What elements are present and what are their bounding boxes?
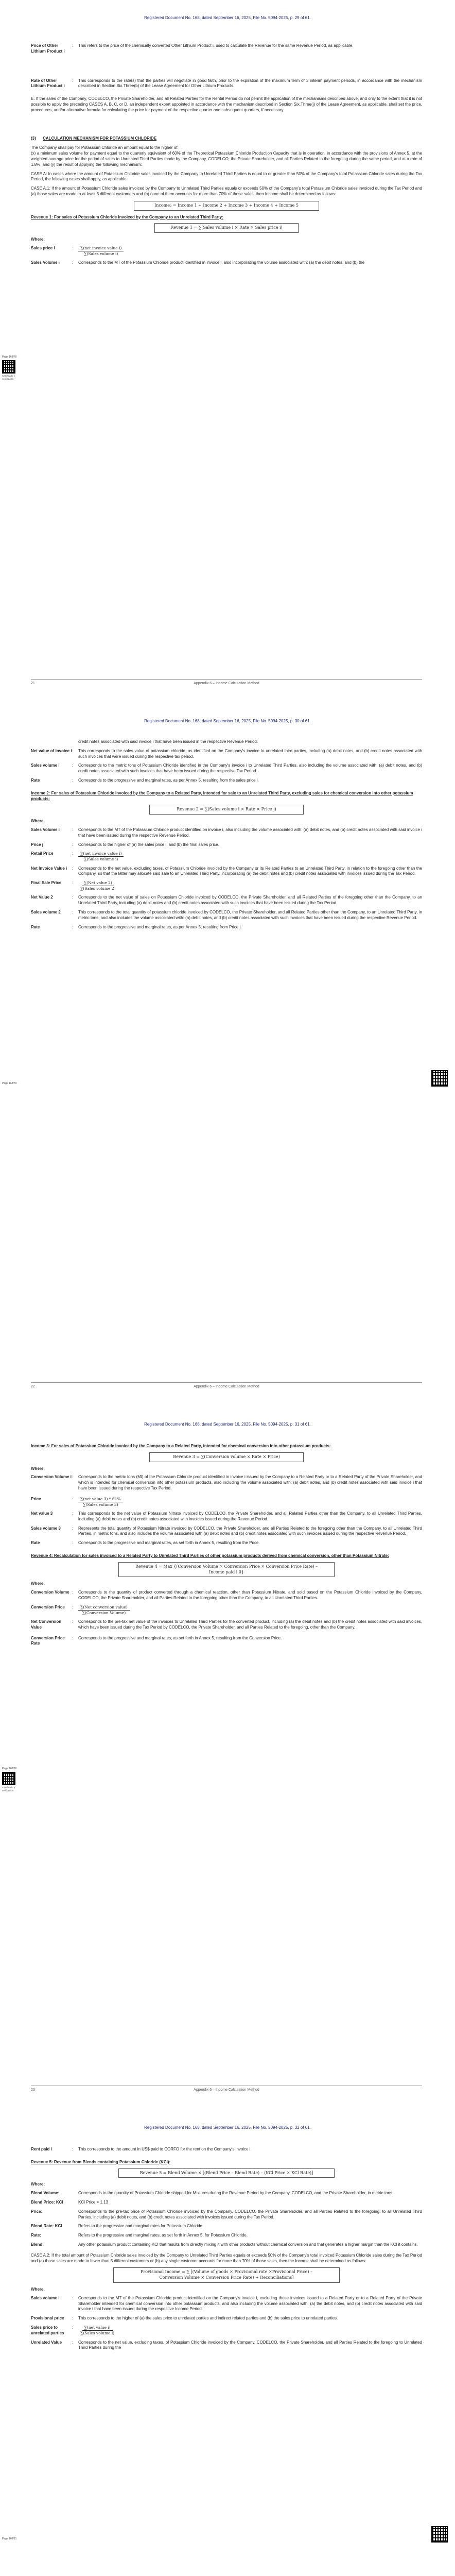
where-label: Where,	[31, 819, 45, 824]
definition-row	[31, 2233, 422, 2239]
where-label: Where:	[31, 2182, 45, 2187]
definition-text: Corresponds to the quantity of Potassium Chloride shipped for Mixtures during the Revenue Period by the Company, CODELCO, and the Private Shareholder, in metric tons.	[78, 2191, 394, 2196]
definition-row: Sales volume i : Corresponds to the MT of the Potassium Chloride product identified on the Company's invoice i, excluding those invoices issued to a Related Party or to a Related Party of the Private Shareholder intended for chemical conversion into other potassium products, and also including the volume associated with: (a) the debit notes, and (b) credit notes associated with said invoice i that have been issued during the respective Income Period.	[31, 2295, 422, 2312]
definition-row: Conversion Volume : Corresponds to the quantity of product converted through a chemical reaction, other than Potassium Nitrate, and sold based on the Potassium Chloride invoiced by the Company, CODELCO, the Private Shareholder, and all Parties Related to the foregoing other than the Company, to all Unrelated Third Parties.	[31, 1590, 422, 1600]
definition-label: Sales price i	[31, 245, 55, 250]
definition-row: Unrelated Value : Corresponds to the net value, excluding taxes, of Potassium Chloride invoiced by the Company, CODELCO, the Private Shareholder, and all Parties Related to the foregoing to Unrelated Third Parties during the	[31, 2340, 422, 2350]
fraction-numerator: ∑(net invoice value i)	[78, 851, 124, 857]
definition-row: Conversion Price Rate : Corresponds to the progressive and marginal rates, as set forth in Annex 5, resulting from the Conversion Price.	[31, 1636, 422, 1647]
revenue-5-title: Revenue 5: Revenue from Blends containing Potassium Chloride (KCl):	[31, 2159, 171, 2164]
definition-row: Sales price i : $\frac{\text{∑(net invoice value i)}}{\text{∑(Sales volume i)}}$	[31, 246, 422, 257]
revenue-4-title: Revenue 4: Recalculation for sales invoiced to a Related Party to Unrelated Third Parties of other potassium products derived from chemical conversion, other than Potassium Nitrate:	[31, 1553, 389, 1558]
definition-label: Final Sale Price	[31, 880, 62, 886]
footer-text: Appendix 6 – Income Calculation Method	[194, 681, 259, 685]
definition-label: Net Value 2	[31, 895, 53, 900]
fraction	[78, 1605, 130, 1616]
definition-row: Sales volume i : Corresponds to the metric tons of Potassium Chloride identified in the Company's invoice i to Unrelated Third Parties, also including the volume associated with: (a) debit notes, and (b) credit notes associated with such invoices that have been issued during the respective Tax Period.	[31, 763, 422, 774]
definition-text: Corresponds to the MT of the Potassium Chloride product identified on the Company's invoice i, excluding those invoices issued to a Related Party or to a Related Party of the Private Shareholder intended for chemical conversion into other potassium products, and also including the volume associated with: (a) the debit notes, and (b) credit notes associated with said invoice i that have been issued during the respective Income Period.	[78, 2295, 422, 2312]
definition-text: Corresponds to the higher of (a) the sales price i, and (b) the final sales price.	[78, 842, 219, 847]
definition-row: Net Conversion Value : Corresponds to the pre-tax net value of the invoices to Unrelated Third Parties for the converted product, including (a) the debit notes and (b) the credit notes associated with said invoices, which have been issued during the Tax Period by CODELCO, the Private Shareholder, and all Parties Related to the foregoing, other than the Company.	[31, 1619, 422, 1630]
revenue-1-formula: Revenue 1 = ∑(Sales volume i × Rate × Sales price i)	[154, 223, 299, 233]
definition-row	[31, 2242, 422, 2248]
definition-text: Corresponds to the net value of sales on Potassium Chloride invoiced by CODELCO, the Private Shareholder, and all Related Parties of the foregoing other than the Company, to an Unrelated Third Party, including (a) debit notes and (b) credit notes associated with such invoices that have been issued during the Tax Period.	[78, 895, 422, 906]
case-e-paragraph: E. If the sales of the Company, CODELCO, the Private Shareholder, and all Related Parties for the Rental Period do not permit the application of the mechanisms described above, and only to the extent that it is not possible to apply the preceding CASES A, B, C, or D, an independent expert appointed in accordance with the mechanism described in Section Six.Three(j) of the Lease Agreement, as applicable, shall set the price, procedures, and/or alternative formula for calculating the price for payment of the respective quarter and subsequent quarters, if necessary.	[31, 96, 422, 112]
document-page	[0, 1406, 455, 2110]
page-content	[31, 2147, 422, 2354]
document-page	[0, 2110, 455, 2576]
side-page-label: Page 168/78	[2, 355, 17, 359]
definition-label: Price of Other Lithium Product i	[31, 43, 65, 54]
page-content	[31, 739, 422, 934]
case-a-paragraph: CASE A: In cases where the amount of Potassium Chloride sales invoiced by the Company to Unrelated Third Parties is equal to or greater than 50% of the Company's total Potassium Chloride sales during the Tax Period, the following cases shall apply, as applicable:	[31, 171, 422, 182]
definition-row: Sales volume 3 : Represents the total quantity of Potassium Nitrate invoiced by CODELCO, the Private Shareholder, and all Parties Related to the foregoing other than the Company, to all Unrelated Third Parties, in metric tons, and also includes the volume associated with (a) debit notes and (b) credit notes associated with such invoices issued during the respective Revenue Period.	[31, 1526, 422, 1536]
definition-label: Rent paid i	[31, 2147, 52, 2151]
definition-row: Rate : Corresponds to the progressive and marginal rates, as set forth in Annex 5, resulting from the Price.	[31, 1540, 422, 1546]
definition-label: Rate	[31, 924, 40, 929]
side-page-label: Page 168/79	[2, 1082, 17, 1085]
income-formula: Income₂ = Income 1 + Income 2 + Income 3 + Income 4 + Income 5	[134, 201, 319, 211]
definition-row: Retail Price : $\frac{\text{∑(net invoice value i)}}{\text{∑(Sales volume i)}}$	[31, 851, 422, 862]
document-page	[0, 703, 455, 1406]
definition-text: This corresponds to the amount in US$ paid to CORFO for the rent on the Company's invoice i.	[78, 2147, 252, 2151]
definition-row: Sales volume 2 : This corresponds to the total quantity of potassium chloride invoiced by CODELCO, the Private Shareholder, and all Related Parties other than the Company, to an Unrelated Third Party, in metric tons, and also includes the volume associated with: (a) debit notes, and (b) credit notes associated with such invoices that have been issued during the respective Revenue Period.	[31, 910, 422, 920]
side-stamp	[2, 355, 23, 381]
where-label: Where,	[31, 1466, 45, 1471]
definition-text: Corresponds to the metric tons (Mt) of the Potassium Chloride product identified in invoice i issued by the Company to a Related Party or to a Related Party of the Private Shareholder, and which is intended for chemical conversion into other potassium products, also including the volume associated with: (a) debit notes, and (b) credit notes associated with said invoice i that have been issued during the respective Tax Period.	[78, 1475, 422, 1490]
definition-text: Corresponds to the net value, excluding taxes, of Potassium Chloride invoiced by the Company or its Related Parties to an Unrelated Third Party, in relation to the foregoing other than the Company, so that the latter may allocate said sale to an Unrelated Third Party, incorporating (a) the debit notes and (b) credit notes associated with invoices issued during the Tax Period.	[78, 866, 422, 876]
definition-row: Sales Volume i : Corresponds to the MT of the Potassium Chloride product identified on invoice i, also including the volume associated with: (a) debit notes, and (b) credit notes associated with said invoice i that have been issued during the respective Revenue Period.	[31, 827, 422, 838]
definition-row	[31, 2200, 422, 2206]
revenue-5-formula: Revenue 5 = Blend Volume × [(Blend Price – Blend Rate) – (KCl Price × KCl Rate)]	[118, 2168, 335, 2178]
definition-row	[31, 2209, 422, 2221]
fraction-denominator: ∑(Sales volume 3)	[83, 1502, 118, 1507]
footer-text: Appendix 6 – Income Calculation Method	[194, 2088, 259, 2092]
case-a1-paragraph: CASE A.1: If the amount of Potassium Chloride sales invoiced by the Company to Unrelated Third Parties equals or exceeds 50% of the Company's total Potassium Chloride sales invoiced during the Tax Period and (a) those sales are made to at least 3 different customers and (b) none of them accounts for more than 70% of those sales, then Income shall be determined as follows:	[31, 186, 422, 196]
section-heading	[31, 136, 422, 142]
definition-text: Refers to the progressive and marginal rates for Potassium Chloride.	[78, 2224, 204, 2229]
definition-text: This corresponds to the total quantity of potassium chloride invoiced by CODELCO, the Private Shareholder, and all Related Parties other than the Company, to an Unrelated Third Party, in metric tons, and also includes the volume associated with: (a) debit notes, and (b) credit notes associated with such invoices that have been issued during the respective Revenue Period.	[78, 910, 422, 920]
definition-text: Corresponds to the progressive and marginal rates, as set forth in Annex 5, resulting from the Price.	[78, 1540, 260, 1546]
revenue-2-title: Income 2: For sales of Potassium Chloride invoiced by the Company to a Related Party, intended for sale to an Unrelated Third Party, excluding sales for chemical conversion into other potassium products:	[31, 790, 413, 801]
page-number: 23	[31, 2088, 35, 2092]
definition-text: Corresponds to the MT of the Potassium Chloride product identified in invoice i, also incorporating the volume associated with: (a) the debit notes, and (b) the	[78, 260, 365, 265]
definition-label: Sales volume i	[31, 2295, 60, 2300]
definition-text: This refers to the price of the chemically converted Other Lithium Product i, used to calculate the Revenue for the same Revenue Period, as applicable.	[78, 43, 354, 48]
side-page-label: Page 168/81	[2, 2537, 17, 2540]
definition-row: Net Invoice Value i : Corresponds to the net value, excluding taxes, of Potassium Chloride invoiced by the Company or its Related Parties to an Unrelated Third Party, in relation to the foregoing other than the Company, so that the latter may allocate said sale to an Unrelated Third Party, incorporating (a) the debit notes and (b) credit notes associated with invoices issued during the Tax Period.	[31, 866, 422, 876]
provisional-income-formula	[113, 2267, 340, 2283]
definition-row: Sales Volume i : Corresponds to the MT of the Potassium Chloride product identified in invoice i, also incorporating the volume associated with: (a) the debit notes, and (b) the	[31, 260, 422, 266]
fraction	[78, 1497, 123, 1507]
definition-text: This corresponds to the net value of Potassium Nitrate invoiced by CODELCO, the Private Shareholder, and all Related Parties other than the Company, to all Unrelated Third Parties, including (a) debit notes and (b) credit notes associated with invoices issued during the Revenue Period.	[78, 1511, 422, 1521]
definition-label: Price:	[31, 2209, 43, 2214]
definition-label: Sales Volume i	[31, 827, 60, 832]
definition-text: Corresponds to the net value, excluding taxes, of Potassium Chloride invoiced by the Company, CODELCO, the Private Shareholder, and all Parties Related to the foregoing to Unrelated Third Parties during the	[78, 2340, 422, 2350]
fraction-numerator: ∑(Net value 2)	[82, 880, 114, 886]
fraction-numerator: ∑(Net conversion value)	[78, 1605, 130, 1611]
footer-text: Appendix 6 – Income Calculation Method	[194, 1384, 259, 1388]
qr-code-icon	[2, 1772, 15, 1785]
definition-row: Price : $\frac{\text{∑(net value 3) * 61\%}}{\text{∑(Sales volume 3)}}$	[31, 1497, 422, 1507]
page-header: Registered Document No. 168, dated September 16, 2025, File No. 5094-2025, p. 31 of 61.	[144, 1422, 311, 1427]
definition-text: Corresponds to the pre-tax net value of the invoices to Unrelated Third Parties for the converted product, including (a) the debit notes and (b) the credit notes associated with said invoices, which have been issued during the Tax Period by CODELCO, the Private Shareholder, and all Parties Related to the foregoing, other than the Company.	[78, 1619, 422, 1630]
qr-code-icon	[2, 360, 15, 374]
definition-label: Net Invoice Value i	[31, 866, 67, 871]
definition-row: Conversion Volume i : Corresponds to the metric tons (Mt) of the Potassium Chloride product identified in invoice i issued by the Company to a Related Party or to a Related Party of the Private Shareholder, and which is intended for chemical conversion into other potassium products, also including the volume associated with: (a) debit notes, and (b) credit notes associated with said invoice i that have been issued during the respective Tax Period.	[31, 1475, 422, 1490]
qr-code-icon	[431, 2526, 448, 2543]
case-a2-paragraph: CASE A.2: If the total amount of Potassium Chloride sales invoiced by the Company to Unrelated Third Parties equals or exceeds 50% of the Company's total invoiced Potassium Chloride sales during the Tax Period and (a) those sales are made to fewer than 5 different customers or (b) any single customer accounts for more than 70% of those sales, then the Income shall be determined as follows:	[31, 2252, 422, 2263]
fraction	[78, 851, 124, 862]
page-number: 21	[31, 681, 35, 685]
definition-label: Blend Volume:	[31, 2191, 60, 2196]
fraction	[78, 246, 124, 257]
definition-text: Corresponds to the quantity of product converted through a chemical reaction, other than Potassium Nitrate, and sold based on the Potassium Chloride invoiced by the Company, CODELCO, the Private Shareholder, and all Parties Related to the foregoing other than the Company, to all Unrelated Third Parties.	[78, 1590, 422, 1600]
fraction-denominator: ∑(Sales volume i)	[80, 2331, 115, 2336]
definition-label: Conversion Price	[31, 1604, 65, 1609]
fraction-numerator: ∑(net invoice value i)	[78, 246, 124, 251]
definition-text: This corresponds to the rate(s) that the parties will negotiate in good faith, prior to the expiration of the maximum term of 3 interim payment periods, in accordance with the mechanism described in Section Six.Three(b) of the Lease Agreement for Other Lithium Products.	[78, 78, 422, 89]
paragraph: The Company shall pay for Potassium Chloride an amount equal to the higher of: (x) a minimum sales volume for payment equal to the quarterly equivalent of 60% of the Theoretical Potassium Chloride Production Capacity that is in operation, in accordance with the provisions of Annex 5, at the weighted average price for the period of sales to Unrelated Third Parties made by the Company, CODELCO, the Private Shareholder, and all Parties Related to the foregoing during the same period, and at a rate of 1.8%, and (y) the result of applying the following mechanism:	[31, 145, 422, 167]
definition-text: KCl Price × 1.13	[78, 2199, 109, 2205]
page-footer	[31, 2086, 422, 2092]
definition-text: Corresponds to the metric tons of Potassium Chloride identified in the Company's invoice i to Unrelated Third Parties, also including the volume associated with: (a) debit notes, and (b) credit notes associated with such invoices that have been issued during the respective Tax Period.	[78, 763, 422, 774]
definition-label: Conversion Price Rate	[31, 1635, 65, 1646]
side-stamp-text: Certificado y verificación	[2, 374, 15, 380]
definition-row: Net value 3 : This corresponds to the net value of Potassium Nitrate invoiced by CODELCO, the Private Shareholder, and all Related Parties other than the Company, to all Unrelated Third Parties, including (a) debit notes and (b) credit notes associated with invoices issued during the Revenue Period.	[31, 1511, 422, 1521]
definition-text: This corresponds to the higher of (a) the sales price to unrelated parties and indirect related parties and (b) the sales price to unrelated parties.	[78, 2316, 338, 2321]
definition-row: Price j : Corresponds to the higher of (a) the sales price i, and (b) the final sales price.	[31, 842, 422, 848]
revenue-1-title: Revenue 1: For sales of Potassium Chloride invoiced by the Company to an Unrelated Third Party:	[31, 214, 223, 219]
fraction-denominator: ∑(Sales volume 2)	[80, 886, 116, 891]
section-number: (3)	[31, 135, 36, 141]
definition-text: Corresponds to the progressive and marginal rates, as per Annex 5, resulting from Price j.	[78, 924, 242, 929]
definition-label: Sales volume i	[31, 763, 60, 768]
page-number: 22	[31, 1384, 35, 1388]
definition-text: Represents the total quantity of Potassium Nitrate invoiced by CODELCO, the Private Shareholder, and all Parties Related to the foregoing other than the Company, to all Unrelated Third Parties, in metric tons, and also includes the volume associated with (a) debit notes and (b) credit notes associated with such invoices issued during the respective Revenue Period.	[78, 1526, 422, 1536]
definition-text: Corresponds to the MT of the Potassium Chloride product identified on invoice i, also including the volume associated with: (a) debit notes, and (b) credit notes associated with said invoice i that have been issued during the respective Revenue Period.	[78, 827, 422, 838]
page-footer	[31, 1382, 422, 1389]
definition-label: Net Conversion Value	[31, 1619, 62, 1630]
formula-line: Income paid i.0}	[209, 1569, 244, 1574]
page-header: Registered Document No. 168, dated September 16, 2025, File No. 5094-2025, p. 30 of 61.	[144, 719, 311, 723]
side-stamp	[2, 1082, 23, 1087]
definition-label: Net value 3	[31, 1511, 53, 1516]
definition-label: Unrelated Value	[31, 2340, 62, 2345]
definition-label: Rate:	[31, 2233, 42, 2238]
definition-label: Conversion Volume	[31, 1590, 69, 1595]
definition-label: Sales price to unrelated parties	[31, 2325, 64, 2335]
definition-label: Rate	[31, 1540, 40, 1546]
definition-label: Net value of invoice i	[31, 748, 72, 753]
definition-label: Sales Volume i	[31, 260, 60, 265]
fraction-numerator: ∑(net value 3) * 61%	[78, 1497, 123, 1502]
definition-row: Rate : Corresponds to the progressive and marginal rates, as per Annex 5, resulting from the sales price i.	[31, 778, 422, 784]
definition-label: Conversion Volume i	[31, 1475, 72, 1480]
where-label: Where,	[31, 237, 45, 242]
continued-text: credit notes associated with said invoice i that have been issued in the respective Revenue Period.	[78, 739, 258, 744]
fraction-numerator: ∑(net value i)	[82, 2325, 113, 2331]
definition-text: Refers to the progressive and marginal rates, as set forth in Annex 5, for Potassium Chloride.	[78, 2233, 248, 2238]
formula-line: Provisional Income = ∑ [(Volume of goods × Provisional rate ×Provisional Price) –	[141, 2269, 312, 2275]
definition-label: Provisional price	[31, 2316, 64, 2321]
definition-row	[31, 2224, 422, 2229]
definition-label: Blend Rate: KCl	[31, 2224, 62, 2229]
revenue-4-formula	[118, 1562, 335, 1578]
side-stamp	[2, 1767, 23, 1792]
definition-row: Provisional price : This corresponds to the higher of (a) the sales price to unrelated parties and indirect related parties and (b) the sales price to unrelated parties.	[31, 2316, 422, 2321]
definition-row: Net value of invoice i : This corresponds to the sales value of potassium chloride, as identified on the Company's invoice to unrelated third parties, including (a) debit notes, and (b) credit notes associated with such invoices that were issued during the respective tax period.	[31, 748, 422, 759]
definition-label: Blend Price: KCl	[31, 2199, 63, 2205]
page-header: Registered Document No. 168, dated September 16, 2025, File No. 5094-2025, p. 32 of 61.	[144, 2125, 311, 2130]
fraction-denominator: ∑(Conversion Volume)	[82, 1610, 126, 1615]
where-label: Where,	[31, 2286, 45, 2292]
definition-label: Blend:	[31, 2242, 44, 2247]
definition-row: Price of Other Lithium Product i : This refers to the price of the chemically converted Other Lithium Product i, used to calculate the Revenue for the same Revenue Period, as applicable.	[31, 43, 422, 55]
definition-text: Any other potassium product containing KCl that results from directly mixing it with other products without chemical conversion and that generates a higher margin than the KCl it contains.	[78, 2242, 418, 2247]
definition-row: Final Sale Price : $\frac{\text{∑(Net value 2)}}{\text{∑(Sales volume 2)}}$	[31, 880, 422, 891]
fraction	[78, 2325, 116, 2336]
section-title: CALCULATION MECHANISM FOR POTASSIUM CHLORIDE	[43, 135, 157, 141]
definition-label: Rate of Other Lithium Product i	[31, 78, 65, 89]
page-content	[31, 1444, 422, 1650]
revenue-3-title: Income 3: For sales of Potassium Chloride invoiced by the Company to a Related Party, intended for chemical conversion into other potassium products:	[31, 1444, 331, 1448]
page-content	[31, 41, 422, 269]
definition-text: Corresponds to the progressive and marginal rates, as set forth in Annex 5, resulting from the Conversion Price.	[78, 1635, 282, 1640]
revenue-2-formula: Revenue 2 = ∑(Sales volume i × Rate × Price j)	[149, 805, 304, 815]
definition-text: This corresponds to the sales value of potassium chloride, as identified on the Company's invoice to unrelated third parties, including (a) debit notes, and (b) credit notes associated with such invoices that were issued during the respective tax period.	[78, 748, 422, 759]
definition-row: Rate : Corresponds to the progressive and marginal rates, as per Annex 5, resulting from Price j.	[31, 925, 422, 930]
definition-row: Net Value 2 : Corresponds to the net value of sales on Potassium Chloride invoiced by CODELCO, the Private Shareholder, and all Related Parties of the foregoing other than the Company, to an Unrelated Third Party, including (a) debit notes and (b) credit notes associated with such invoices that have been issued during the Tax Period.	[31, 895, 422, 906]
formula-line: Revenue 4 = Max {(Conversion Volume × Conversion Price × Conversion Price Rate) –	[135, 1564, 318, 1569]
revenue-3-formula: Revenue 3 = ∑(Conversion volume × Rate × Price)	[149, 1452, 304, 1462]
definition-label: Price	[31, 1496, 41, 1501]
fraction	[78, 880, 118, 891]
side-page-label: Page 168/80	[2, 1767, 17, 1770]
definition-label: Price j	[31, 842, 44, 847]
fraction-denominator: ∑(Sales volume i)	[84, 251, 118, 257]
definition-row: Rate of Other Lithium Product i : This corresponds to the rate(s) that the parties will negotiate in good faith, prior to the expiration of the maximum term of 3 interim payment periods, in accordance with the mechanism described in Section Six.Three(b) of the Lease Agreement for Other Lithium Products.	[31, 78, 422, 89]
definition-label: Rate	[31, 777, 40, 783]
definition-label: Sales volume 3	[31, 1526, 61, 1531]
definition-row	[31, 2191, 422, 2196]
definition-row: Rent paid i : This corresponds to the amount in US$ paid to CORFO for the rent on the Company's invoice i.	[31, 2147, 422, 2153]
side-stamp-text: Certificado y verificación	[2, 1786, 15, 1792]
side-stamp	[2, 2537, 23, 2542]
formula-line: Conversion Volume × Conversion Price Rate) + Reconciliations]	[159, 2275, 294, 2280]
page-header: Registered Document No. 168, dated September 16, 2025, File No. 5094-2025, p. 29 of 61.	[144, 15, 311, 20]
page-footer	[31, 679, 422, 686]
definition-row: Sales price to unrelated parties : $\frac{\text{∑(net value i)}}{\text{∑(Sales volume i)}}$	[31, 2325, 422, 2336]
qr-code-icon	[431, 1070, 448, 1087]
definition-text: Corresponds to the progressive and marginal rates, as per Annex 5, resulting from the sales price i.	[78, 777, 259, 783]
definition-text: Corresponds to the pre-tax price of Potassium Chloride invoiced by the Company, CODELCO, the Private Shareholder, and all Parties Related to the foregoing, to all Unrelated Third Parties, including (a) debit notes, and (b) credit notes associated with invoices issued during the Tax Period.	[78, 2209, 422, 2219]
definition-label: Retail Price	[31, 851, 54, 856]
definition-row: Conversion Price : $\frac{\text{∑(Net conversion value)}}{\text{∑(Conversion Volume)}}$	[31, 1605, 422, 1616]
document-page	[0, 0, 455, 703]
where-label: Where,	[31, 1581, 45, 1586]
fraction-denominator: ∑(Sales volume i)	[84, 857, 118, 862]
definition-label: Sales volume 2	[31, 910, 61, 915]
